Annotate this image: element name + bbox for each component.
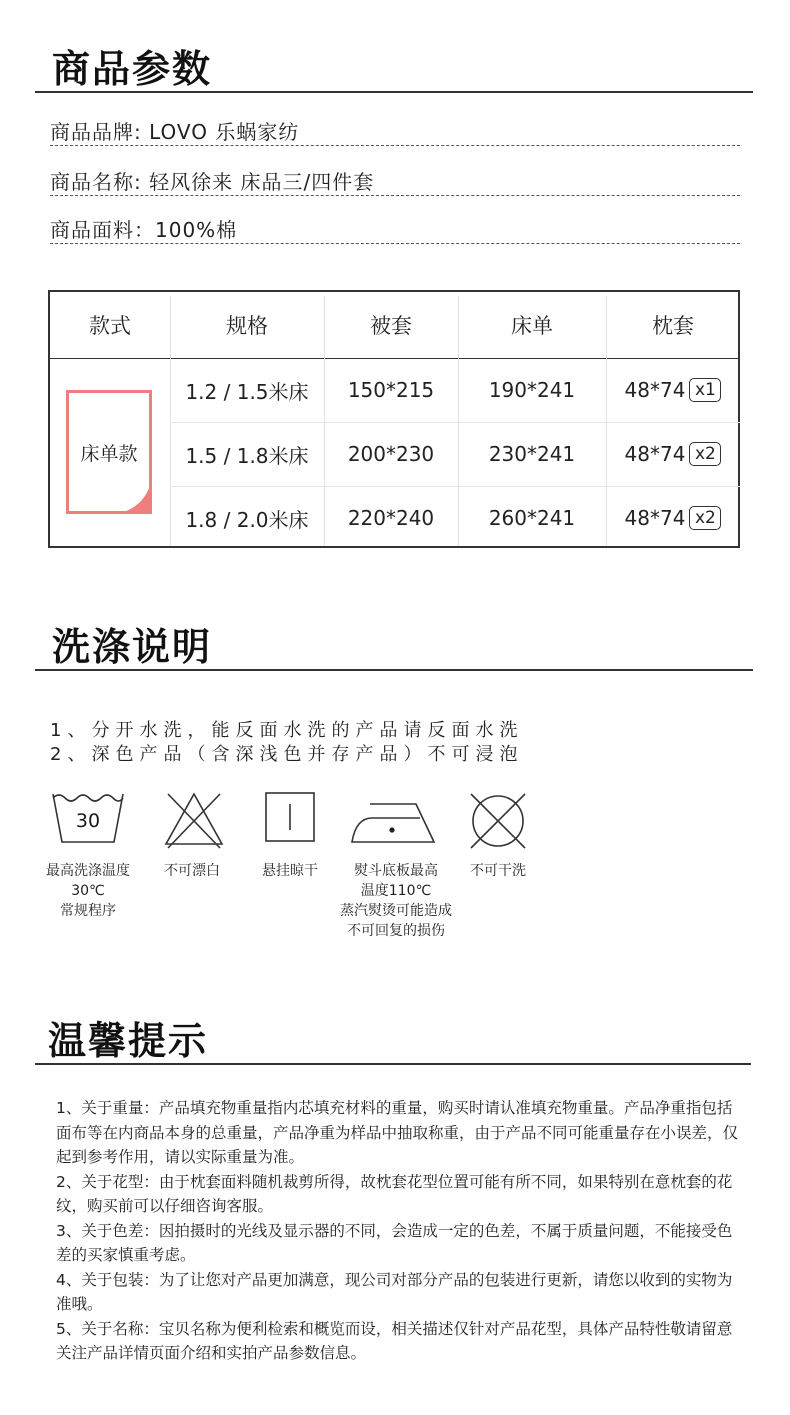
line-dry-icon	[264, 790, 316, 848]
tip-item: 2、关于花型：由于枕套面料随机裁剪所得，故枕套花型位置可能有所不同，如果特别在意枕套的花纹，购买前可以仔细咨询客服。	[56, 1172, 733, 1215]
header-spec: 规格	[226, 314, 268, 338]
cell-sheet: 190*241	[488, 378, 576, 402]
tips-title: 温馨提示	[48, 1019, 209, 1063]
cell-pillow	[606, 358, 740, 422]
divider	[50, 195, 740, 196]
cell-spec: 1.2 / 1.5米床	[185, 379, 309, 404]
no-dry-clean-caption	[456, 861, 540, 881]
caption-line: 常规程序	[60, 903, 116, 919]
line-dry-caption	[248, 861, 332, 881]
params-title-rule	[35, 91, 753, 93]
tips-list	[56, 1096, 746, 1366]
cell-spec: 1.5 / 1.8米床	[185, 443, 309, 468]
header-pillow: 枕套	[652, 314, 694, 338]
params-title: 商品参数	[52, 47, 213, 91]
header-style: 款式	[89, 314, 131, 338]
washing-title: 洗涤说明	[52, 625, 213, 669]
caption-line: 不可干洗	[470, 863, 526, 879]
corner-accent	[116, 478, 152, 514]
header-sheet: 床单	[511, 314, 553, 338]
caption-line: 30℃	[71, 883, 105, 899]
divider	[50, 243, 740, 244]
caption-line: 蒸汽熨烫可能造成	[340, 903, 452, 919]
washing-line-2: 2、深色产品（含深浅色并存产品）不可浸泡	[50, 744, 524, 765]
quantity-badge: x2	[689, 442, 721, 466]
tip-item: 1、关于重量：产品填充物重量指内芯填充材料的重量，购买时请认准填充物重量。产品净重指包括面布等在内商品本身的总重量，产品净重为样品中抽取称重，由于产品不同可能重量存在小误差，仅起到参考作用，请以实际重量为准。	[56, 1099, 739, 1166]
no-bleach-icon	[162, 790, 226, 854]
caption-line: 悬挂晾干	[262, 863, 318, 879]
iron-110-icon	[350, 796, 438, 850]
caption-line: 熨斗底板最高	[354, 863, 438, 879]
cell-spec: 1.8 / 2.0米床	[185, 507, 309, 532]
cell-pillow	[606, 422, 740, 486]
cell-duvet: 220*240	[347, 506, 435, 530]
param-brand: 商品品牌: LOVO 乐蜗家纺	[50, 120, 300, 144]
caption-line: 不可漂白	[164, 863, 220, 879]
wash-30-caption	[36, 861, 140, 921]
divider	[50, 145, 740, 146]
cell-sheet: 230*241	[488, 442, 576, 466]
tip-item: 5、关于名称：宝贝名称为便利检索和概览而设，相关描述仅针对产品花型，具体产品特性敬请留意关注产品详情页面介绍和实拍产品参数信息。	[56, 1319, 733, 1362]
cell-pillow	[606, 486, 740, 550]
washing-title-rule	[35, 669, 753, 671]
cell-sheet: 260*241	[488, 506, 576, 530]
style-label: 床单款	[80, 442, 138, 465]
pillow-size: 48*74	[624, 378, 686, 402]
caption-line: 不可回复的损伤	[347, 923, 445, 939]
tip-item: 3、关于色差：因拍摄时的光线及显示器的不同，会造成一定的色差，不属于质量问题，不能接受色差的买家慎重考虑。	[56, 1221, 733, 1264]
cell-duvet: 150*215	[347, 378, 435, 402]
pillow-size: 48*74	[624, 506, 686, 530]
quantity-badge: x2	[689, 506, 721, 530]
header-duvet: 被套	[370, 314, 412, 338]
tip-item: 4、关于包装：为了让您对产品更加满意，现公司对部分产品的包装进行更新，请您以收到的实物为准哦。	[56, 1270, 733, 1313]
param-name: 商品名称: 轻风徐来 床品三/四件套	[50, 170, 375, 194]
no-dry-clean-icon	[467, 790, 529, 856]
wash-temperature: 30	[75, 810, 101, 832]
no-bleach-caption	[150, 861, 234, 881]
washing-line-1: 1、分开水洗，能反面水洗的产品请反面水洗	[50, 720, 524, 741]
pillow-size: 48*74	[624, 442, 686, 466]
cell-duvet: 200*230	[347, 442, 435, 466]
size-table	[48, 290, 740, 548]
tips-title-rule	[35, 1063, 751, 1065]
iron-110-caption	[334, 861, 458, 941]
quantity-badge: x1	[689, 378, 721, 402]
caption-line: 温度110℃	[360, 883, 432, 899]
caption-line: 最高洗涤温度	[46, 863, 130, 879]
wash-30-icon	[50, 790, 126, 852]
style-label-box	[66, 390, 152, 514]
param-fabric: 商品面料：100%棉	[50, 218, 238, 242]
